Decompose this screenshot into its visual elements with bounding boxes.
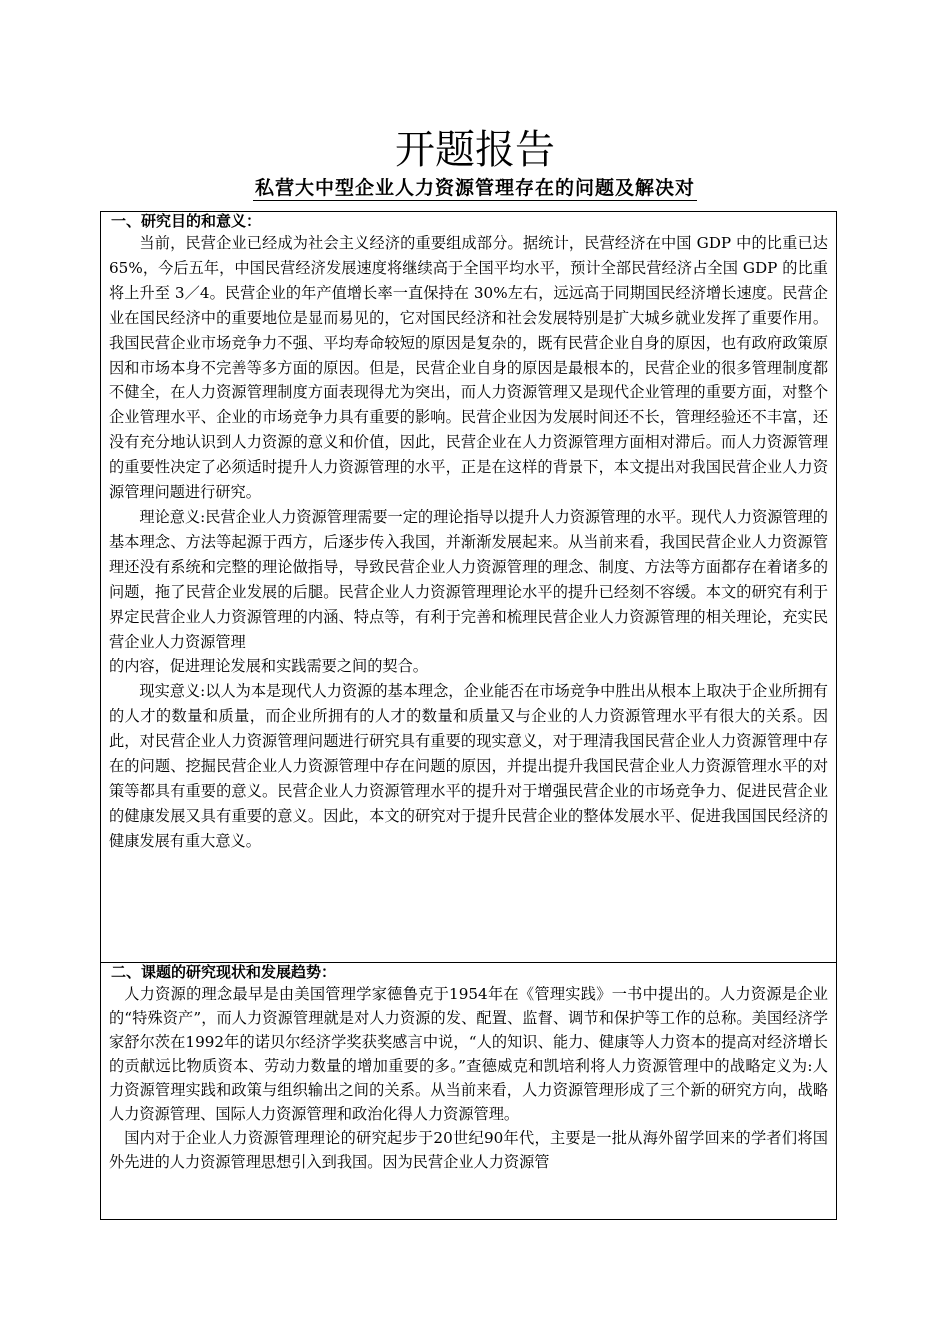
document-subtitle-text: 私营大中型企业人力资源管理存在的问题及解决对 xyxy=(254,177,695,199)
paragraph-theoretical-continuation: 的内容，促进理论发展和实践需要之间的契合。 xyxy=(109,657,428,676)
section-heading: 二、课题的研究现状和发展趋势： xyxy=(111,963,337,981)
document-subtitle xyxy=(0,174,950,202)
report-table xyxy=(100,211,837,1220)
paragraph-theoretical-significance: 理论意义:民营企业人力资源管理需要一定的理论指导以提升人力资源管理的水平。现代人力资源管理的基本理念、方法等起源于西方，后逐步传入我国，并渐渐发展起来。从当前来看，我国民营企业人力资源管理还没有系统和完整的理论做指导，导致民营企业人力资源管理的理念、制度、方法等方面都存在着诸多的问题，拖了民营企业发展的后腿。民营企业人力资源管理理论水平的提升已经刻不容缓。本文的研究有利于界定民营企业人力资源管理的内涵、特点等，有利于完善和梳理民营企业人力资源管理的相关理论，充实民营企业人力资源管理 xyxy=(109,507,828,651)
section-heading: 一、研究目的和意义： xyxy=(111,212,262,230)
paragraph-background: 当前，民营企业已经成为社会主义经济的重要组成部分。据统计，民营经济在中国 GDP 中的比重已达 65%，今后五年，中国民营经济发展速度将继续高于全国平均水平，预计全部民营经济占全国 GDP 的比重将上升至 3／4。民营企业的年产值增长率一直保持在 30%左右，远远高于同期国民经济增长速度。民营企业在国民经济中的重要地位是显而易见的，它对国民经济和社会发展特别是扩大城乡就业发挥了重要作用。我国民营企业市场竞争力不强、平均寿命较短的原因是复杂的，既有民营企业自身的原因，也有政府政策原因和市场本身不完善等多方面的原因。但是，民营企业自身的原因是最根本的，民营企业的很多管理制度都不健全，在人力资源管理制度方面表现得尤为突出，而人力资源管理又是现代企业管理的重要方面，对整个企业管理水平、企业的市场竞争力具有重要的影响。民营企业因为发展时间还不长，管理经验还不丰富，还没有充分地认识到人力资源的意义和价值，因此，民营企业在人力资源管理方面相对滞后。而人力资源管理的重要性决定了必须适时提升人力资源管理的水平，正是在这样的背景下，本文提出对我国民营企业人力资源管理问题进行研究。 xyxy=(109,234,828,502)
document-title: 开题报告 xyxy=(395,127,555,173)
section-research-purpose xyxy=(101,212,836,962)
paragraph-domestic-research: 国内对于企业人力资源管理理论的研究起步于20世纪90年代，主要是一批从海外留学回来的学者们将国外先进的人力资源管理思想引入到我国。因为民营企业人力资源管 xyxy=(109,1129,828,1171)
paragraph-practical-significance: 现实意义:以人为本是现代人力资源的基本理念，企业能否在市场竞争中胜出从根本上取决于企业所拥有的人才的数量和质量，而企业所拥有的人才的数量和质量又与企业的人力资源管理水平有很大的关系。因此，对民营企业人力资源管理问题进行研究具有重要的现实意义，对于理清我国民营企业人力资源管理中存在的问题、挖掘民营企业人力资源管理中存在问题的原因，并提出提升我国民营企业人力资源管理水平的对策等都具有重要的意义。民营企业人力资源管理水平的提升对于增强民营企业的市场竞争力、促进民营企业的健康发展又具有重要的意义。因此，本文的研究对于提升民营企业的整体发展水平、促进我国国民经济的健康发展有重大意义。 xyxy=(109,682,828,850)
paragraph-foreign-research: 人力资源的理念最早是由美国管理学家德鲁克于1954年在《管理实践》一书中提出的。人力资源是企业的“特殊资产”，而人力资源管理就是对人力资源的发、配置、监督、调节和保护等工作的总称。美国经济学家舒尔茨在1992年的诺贝尔经济学奖获奖感言中说，“人的知识、能力、健康等人力资本的提高对经济增长的贡献远比物质资本、劳动力数量的增加重要的多。”查德威克和凯培利将人力资源管理中的战略定义为:人力资源管理实践和政策与组织输出之间的关系。从当前来看，人力资源管理形成了三个新的研究方向，战略人力资源管理、国际人力资源管理和政治化得人力资源管理。 xyxy=(109,985,828,1123)
section-research-status xyxy=(101,962,836,1219)
